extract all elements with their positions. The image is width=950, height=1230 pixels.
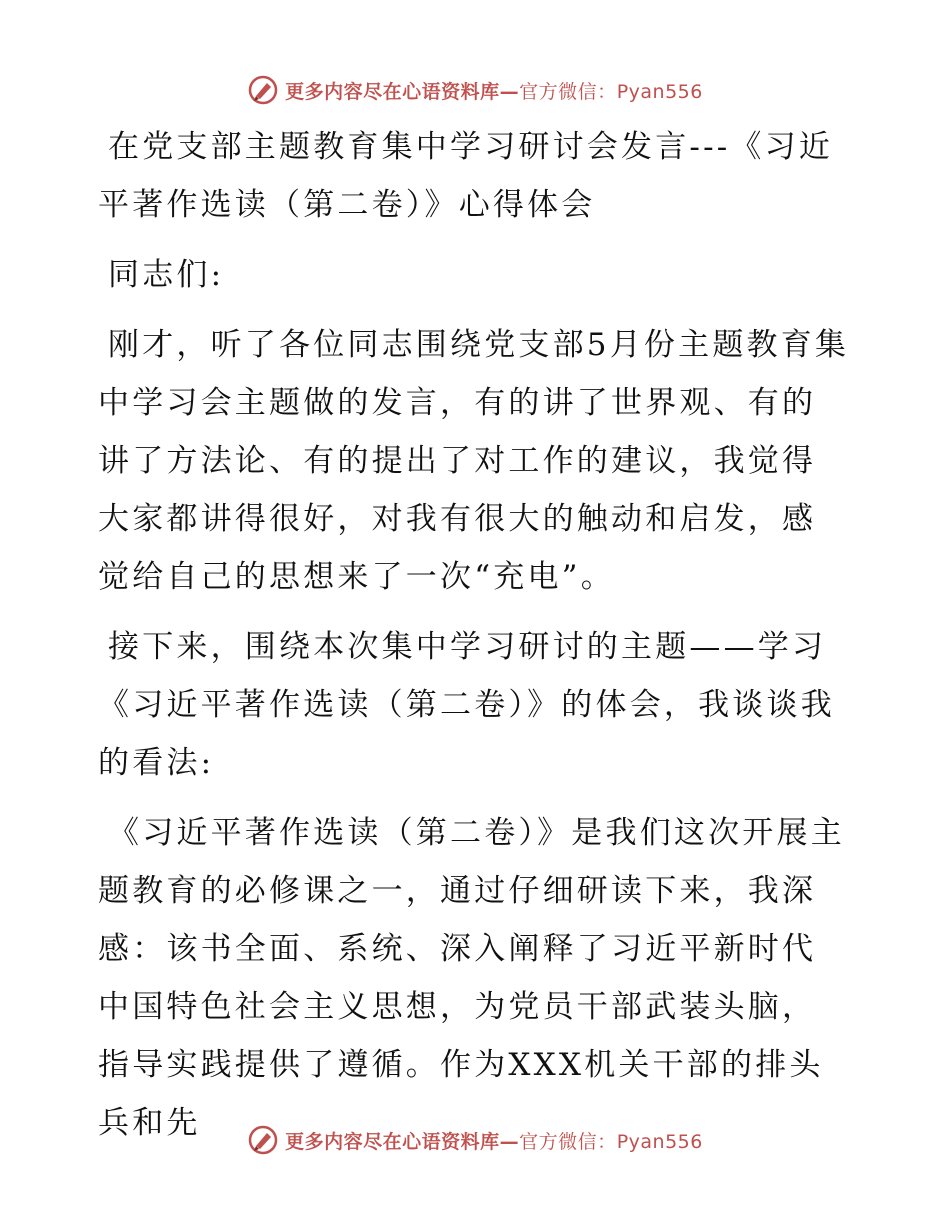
watermark-brand: 更多内容尽在心语资料库 <box>285 80 500 103</box>
watermark-official-label: 官方微信： <box>519 1130 617 1153</box>
watermark-wechat-id: Pyan556 <box>616 80 703 103</box>
paragraph-2: 接下来，围绕本次集中学习研讨的主题——学习《习近平著作选读（第二卷）》的体会，我谈谈我的看法: <box>98 629 835 781</box>
paragraph-3: 《习近平著作选读（第二卷）》是我们这次开展主题教育的必修课之一，通过仔细研读下来，我深感：该书全面、系统、深入阐释了习近平新时代中国特色社会主义思想，为党员干部武装头脑，指导实践提供了遵循。作为XXX机关干部的排头兵和先 <box>98 815 845 1141</box>
watermark-text <box>285 1127 703 1154</box>
header-watermark <box>0 72 950 108</box>
watermark-dash: — <box>499 1130 520 1153</box>
footer-watermark <box>0 1122 950 1158</box>
watermark-dash: — <box>499 80 520 103</box>
document-body <box>98 118 850 1152</box>
paragraph-1: 刚才，听了各位同志围绕党支部5月份主题教育集中学习会主题做的发言，有的讲了世界观、有的讲了方法论、有的提出了对工作的建议，我觉得大家都讲得很好，对我有很大的触动和启发，感觉给自己的思想来了一次“充电”。 <box>98 327 850 595</box>
watermark-brand: 更多内容尽在心语资料库 <box>285 1130 500 1153</box>
watermark-text <box>285 77 703 104</box>
pen-logo-icon <box>247 1124 279 1156</box>
watermark-wechat-id: Pyan556 <box>616 1130 703 1153</box>
watermark-official-label: 官方微信： <box>519 80 617 103</box>
pen-logo-icon <box>247 74 279 106</box>
document-title: 在党支部主题教育集中学习研讨会发言---《习近平著作选读（第二卷）》心得体会 <box>98 129 834 223</box>
greeting: 同志们: <box>108 257 225 293</box>
